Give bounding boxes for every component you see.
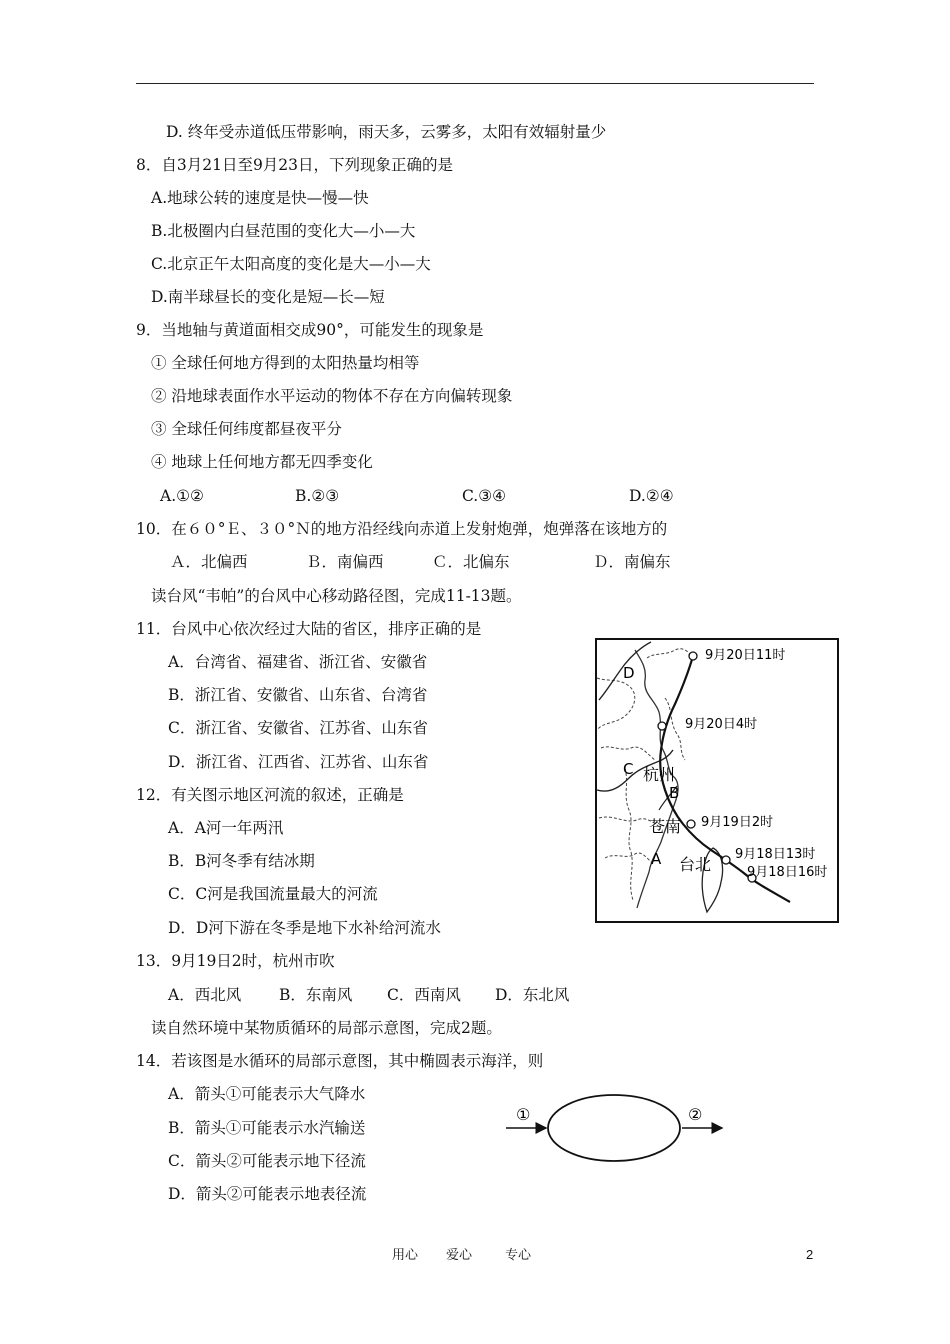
q12-option-c: C．C河是我国流量最大的河流 [168,885,378,903]
track-point [687,820,695,828]
q8-option-b: B.北极圈内白昼范围的变化大—小—大 [151,222,416,240]
q13-option-c: C．西南风 [387,986,461,1004]
typhoon-intro: 读台风“韦帕”的台风中心移动路径图，完成11-13题。 [151,587,522,605]
q10-stem: 10．在６０°Ｅ、３０°Ｎ的地方沿经线向赤道上发射炮弹，炮弹落在该地方的 [136,520,668,538]
q13-option-b: B．东南风 [279,986,353,1004]
q10-option-b: Ｂ．南偏西 [306,553,384,571]
river-label: B [669,784,680,802]
footer-word-2: 爱心 [446,1248,473,1263]
q10-option-a: Ａ．北偏西 [170,553,248,571]
q12-stem: 12．有关图示地区河流的叙述，正确是 [136,786,404,804]
q8-option-d: D.南半球昼长的变化是短—长—短 [151,288,385,306]
q9-statement-1: ① 全球任何地方得到的太阳热量均相等 [151,354,420,372]
q8-stem: 8．自3月21日至9月23日，下列现象正确的是 [136,156,454,174]
typhoon-path-map [595,638,839,923]
q14-stem: 14．若该图是水循环的局部示意图，其中椭圆表示海洋，则 [136,1052,544,1070]
q14-option-b: B．箭头①可能表示水汽输送 [168,1119,366,1137]
time-label: 9月18日16时 [747,865,828,880]
q11-stem: 11．台风中心依次经过大陆的省区，排序正确的是 [136,620,482,638]
q9-stem: 9．当地轴与黄道面相交成90°，可能发生的现象是 [136,321,484,339]
time-label: 9月20日11时 [705,648,786,663]
q9-option-b: B.②③ [295,487,340,505]
q9-option-c: C.③④ [462,487,507,505]
q10-option-c: Ｃ．北偏东 [432,553,510,571]
q14-option-a: A．箭头①可能表示大气降水 [168,1085,366,1103]
time-label: 9月20日4时 [685,717,758,732]
footer-word-3: 专心 [505,1248,532,1263]
cycle-intro: 读自然环境中某物质循环的局部示意图，完成2题。 [151,1019,502,1037]
q11-option-b: B．浙江省、安徽省、山东省、台湾省 [168,686,428,704]
city-label: 台北 [679,855,712,874]
time-label: 9月19日2时 [701,815,774,830]
q10-option-d: Ｄ．南偏东 [593,553,671,571]
q9-statement-3: ③ 全球任何纬度都昼夜平分 [151,420,342,438]
arrow-1-label: ① [516,1105,531,1124]
q9-statement-4: ④ 地球上任何地方都无四季变化 [151,453,373,471]
q13-option-d: D．东北风 [495,986,570,1004]
time-label: 9月18日13时 [735,847,816,862]
material-cycle-diagram [500,1092,730,1164]
q12-option-a: A．A河一年两汛 [168,819,284,837]
q12-option-d: D．D河下游在冬季是地下水补给河流水 [168,919,441,937]
q14-option-c: C．箭头②可能表示地下径流 [168,1152,366,1170]
q13-option-a: A．西北风 [168,986,242,1004]
city-label: 杭州 [643,765,676,784]
q13-stem: 13．9月19日2时，杭州市吹 [136,952,335,970]
q11-option-c: C．浙江省、安徽省、江苏省、山东省 [168,719,428,737]
q8-option-c: C.北京正午太阳高度的变化是大—小—大 [151,255,431,273]
track-point [689,652,697,660]
q7-option-d: D. 终年受赤道低压带影响，雨天多，云雾多，太阳有效辐射量少 [166,123,607,141]
track-point [658,722,666,730]
q14-option-d: D．箭头②可能表示地表径流 [168,1185,367,1203]
ocean-ellipse [548,1095,680,1161]
header-rule [136,83,814,84]
q9-option-a: A.①② [160,487,204,505]
river-label: A [651,850,662,868]
q12-option-b: B．B河冬季有结冰期 [168,852,315,870]
river-label: C [623,760,634,778]
arrow-2-label: ② [688,1105,703,1124]
track-point [722,856,730,864]
q8-option-a: A.地球公转的速度是快—慢—快 [151,189,369,207]
q11-option-d: D．浙江省、江西省、江苏省、山东省 [168,753,429,771]
q11-option-a: A．台湾省、福建省、浙江省、安徽省 [168,653,428,671]
q9-option-d: D.②④ [629,487,674,505]
page-number: 2 [806,1247,814,1262]
footer-word-1: 用心 [392,1248,419,1263]
q9-statement-2: ② 沿地球表面作水平运动的物体不存在方向偏转现象 [151,387,513,405]
river-label: D [623,664,635,682]
city-label: 苍南 [649,817,682,836]
